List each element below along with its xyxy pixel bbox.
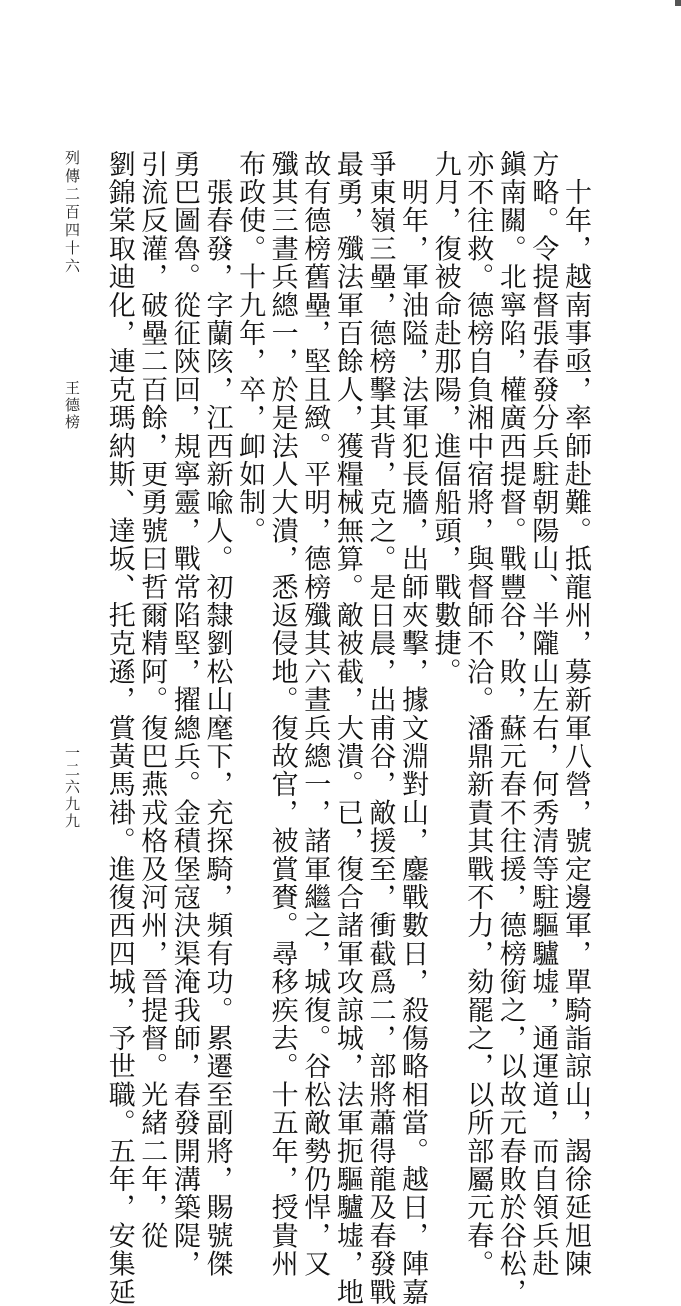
text-column: 勇巴圖魯。從征陝回，規寧靈，戰常陷堅，擢總兵。金積堡寇決渠淹我師，春發開溝築隄， (168, 150, 200, 1278)
text-column: 引流反灌，破壘二百餘，更勇號曰哲爾精阿。復巴燕戎格及河州，晉提督。光緒二年，從 (136, 150, 168, 1250)
text-column: 九月，復被命赴那陽，進偪船頭，戰數捷。 (429, 150, 461, 686)
text-column: 張春發，字蘭陔，江西新喩人。初隸劉松山麾下，充探騎，頻有功。累遷至副將，賜號傑 (201, 150, 233, 1278)
text-column: 方略。令提督張春發分兵駐朝陽山、半隴山左右，何秀清等駐驅驢墟，通運道，而自領兵赴 (527, 150, 559, 1278)
running-head-biography: 王德榜 (63, 380, 81, 431)
main-text-block (81, 150, 591, 1306)
text-column: 殲其三晝兵總一，於是法人大潰，悉返侵地。復故官，被賞賚。尋移疾去。十五年，授貴州 (266, 150, 298, 1278)
text-column: 亦不往救。德榜自負湘中宿將，與督師不洽。潘鼎新責其戰不力，劾罷之，以所部屬元春。 (462, 150, 494, 1278)
text-column: 故有德榜舊壘，堅且緻。平明，德榜殲其六晝兵總一，諸軍繼之，城復。谷松敵勢仍悍，又 (299, 150, 331, 1278)
corner-mark (675, 0, 681, 6)
running-head (62, 150, 83, 950)
text-column: 最勇，殲法軍百餘人，獲糧械無算。敵被截，大潰。已，復合諸軍攻諒城，法軍扼驅驢墟，地 (331, 150, 363, 1306)
text-column: 布政使。十九年，卒，卹如制。 (234, 150, 266, 545)
text-column: 十年，越南事亟，率師赴難。抵龍州，募新軍八營，號定邊軍，單騎詣諒山，謁徐延旭陳 (560, 150, 591, 1278)
running-head-volume: 列傳二百四十六 (63, 150, 81, 276)
text-column: 爭東嶺三壘，德榜擊其背，克之。是日晨，出甫谷，敵援至，衝截爲二，部將蕭得龍及春發戰 (364, 150, 396, 1306)
text-column: 明年，軍油隘，法軍犯長牆，出師夾擊，據文淵對山，鏖戰數日，殺傷略相當。越日，陣嘉 (397, 150, 429, 1306)
text-column: 鎭南關。北寧陷，權廣西提督。戰豐谷，敗，蘇元春不往援，德榜銜之，以故元春敗於谷松， (494, 150, 526, 1306)
page-number: 一二六九九 (63, 745, 81, 830)
text-column: 劉錦棠取迪化，連克瑪納斯、達坂、托克遜，賞黃馬褂。進復西四城，予世職。五年，安集延 (103, 150, 135, 1306)
